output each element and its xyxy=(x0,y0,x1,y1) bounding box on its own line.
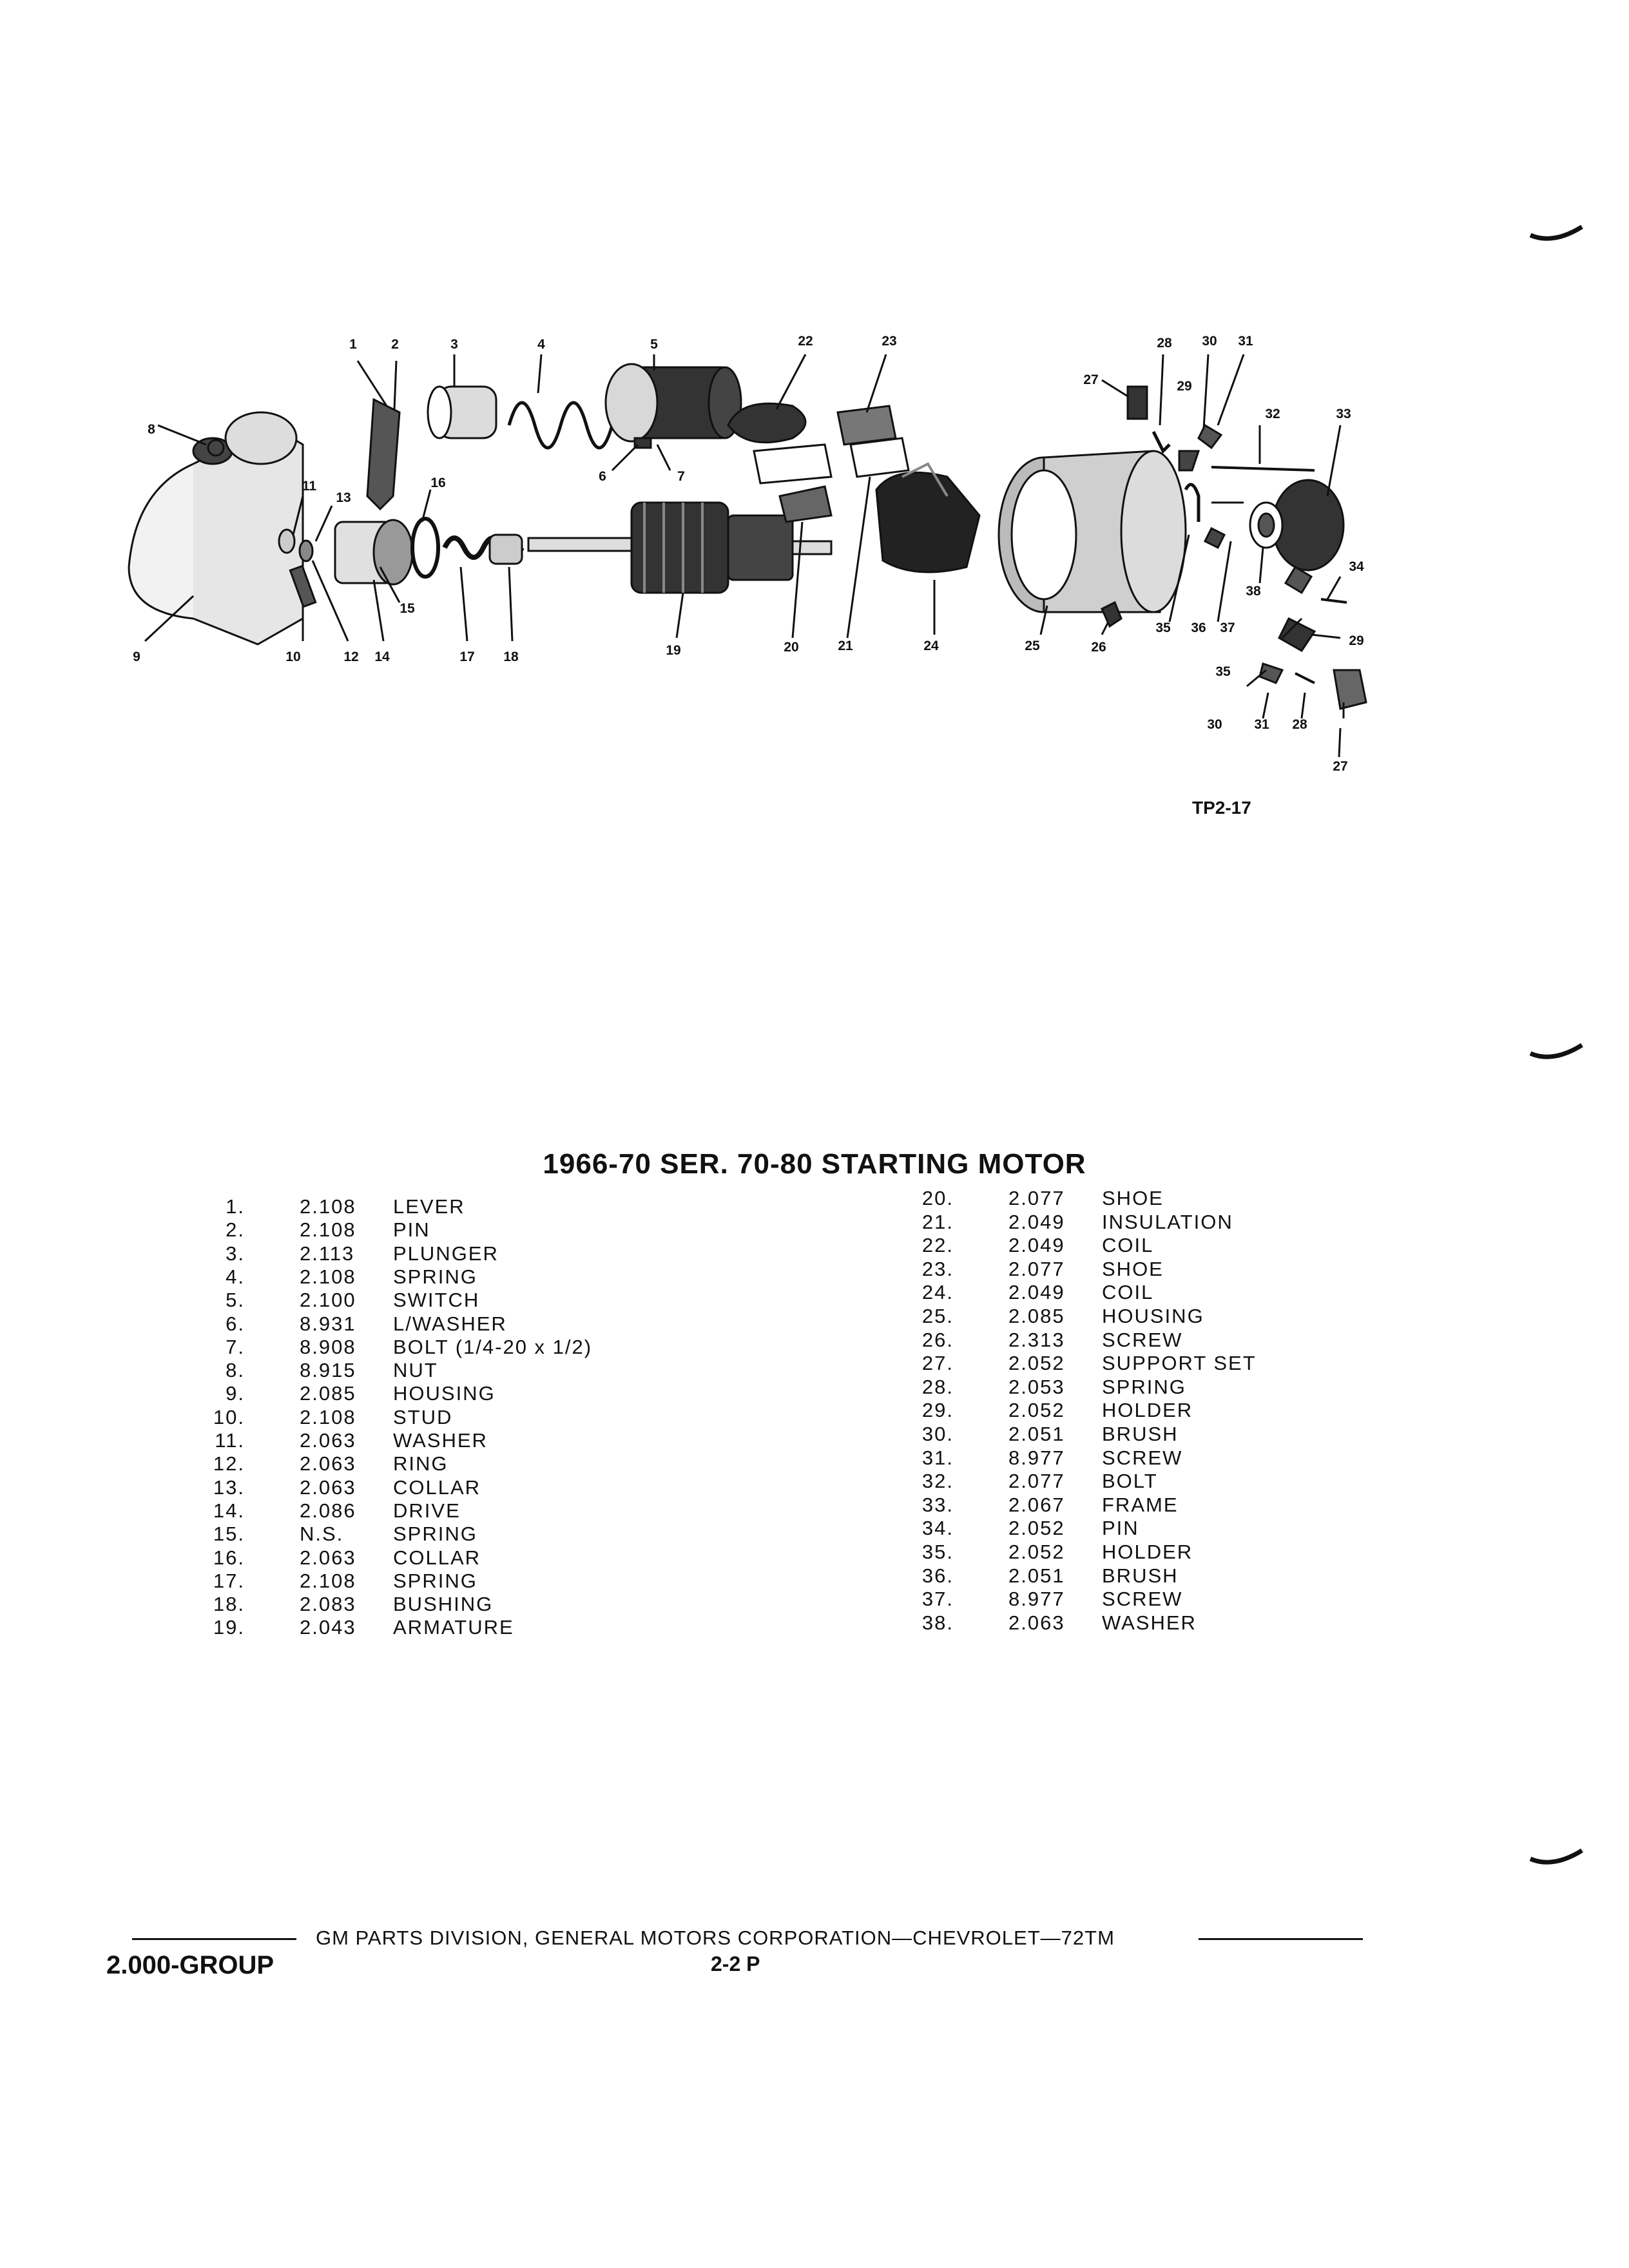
part-description: COIL xyxy=(1102,1281,1154,1304)
part-code: 2.052 xyxy=(1008,1517,1065,1540)
callout-label: 13 xyxy=(336,490,351,505)
part-description: L/WASHER xyxy=(393,1312,507,1335)
part-code: 8.908 xyxy=(300,1335,356,1358)
footer-rule-left xyxy=(132,1938,296,1940)
callout-label: 29 xyxy=(1177,379,1192,394)
part-description: HOUSING xyxy=(1102,1305,1204,1327)
part-description: SHOE xyxy=(1102,1257,1164,1280)
callout-label: 10 xyxy=(285,649,301,664)
part-number: 10. xyxy=(213,1405,245,1428)
part-code: 2.049 xyxy=(1008,1210,1065,1233)
callout-label: 36 xyxy=(1191,620,1206,635)
binder-mark xyxy=(1527,1843,1585,1869)
part-code: 2.085 xyxy=(1008,1305,1065,1327)
callout-label: 21 xyxy=(838,639,853,653)
part-number: 24. xyxy=(921,1281,954,1304)
part-description: COLLAR xyxy=(393,1475,481,1499)
part-number: 29. xyxy=(921,1399,954,1422)
part-number: 15. xyxy=(213,1523,245,1546)
part-description: BRUSH xyxy=(1102,1564,1179,1587)
part-code: 2.108 xyxy=(300,1405,356,1428)
callout-label: 27 xyxy=(1333,759,1348,774)
callout-label: 25 xyxy=(1025,639,1040,653)
part-code: 2.052 xyxy=(1008,1541,1065,1563)
footer-publisher: GM PARTS DIVISION, GENERAL MOTORS CORPORATION—CHEVROLET—72TM xyxy=(316,1927,1115,1949)
part-description: SPRING xyxy=(393,1523,477,1546)
part-number: 37. xyxy=(921,1588,954,1611)
part-code: 2.052 xyxy=(1008,1352,1065,1375)
part-code: 8.977 xyxy=(1008,1588,1065,1611)
part-description: DRIVE xyxy=(393,1499,461,1522)
part-number: 21. xyxy=(921,1210,954,1233)
part-description: SPRING xyxy=(1102,1375,1186,1398)
figure-id: TP2-17 xyxy=(1192,798,1251,818)
callout-label: 28 xyxy=(1157,336,1172,351)
part-description: SUPPORT SET xyxy=(1102,1352,1257,1375)
part-code: 2.086 xyxy=(300,1499,356,1522)
part-code: 2.063 xyxy=(1008,1611,1065,1634)
callout-label: 30 xyxy=(1202,334,1217,349)
part-description: BRUSH xyxy=(1102,1423,1179,1445)
part-description: PIN xyxy=(1102,1517,1139,1540)
part-number: 1. xyxy=(226,1195,245,1218)
part-number: 32. xyxy=(921,1470,954,1493)
part-number: 12. xyxy=(213,1452,245,1475)
part-description: FRAME xyxy=(1102,1493,1179,1516)
callout-label: 6 xyxy=(599,469,606,484)
part-number: 18. xyxy=(213,1593,245,1616)
part-description: SPRING xyxy=(393,1265,477,1288)
part-code: 2.051 xyxy=(1008,1564,1065,1587)
part-description: BOLT (1/4-20 x 1/2) xyxy=(393,1335,593,1358)
part-number: 38. xyxy=(921,1611,954,1634)
callout-label: 34 xyxy=(1349,559,1364,574)
callout-label: 26 xyxy=(1091,640,1106,655)
part-code: 8.915 xyxy=(300,1359,356,1382)
part-description: SWITCH xyxy=(393,1289,480,1312)
page-title: 1966-70 SER. 70-80 STARTING MOTOR xyxy=(543,1148,1086,1180)
part-description: BOLT xyxy=(1102,1470,1158,1493)
callout-label: 31 xyxy=(1238,334,1253,349)
part-description: COLLAR xyxy=(393,1546,481,1569)
part-number: 2. xyxy=(226,1218,245,1242)
part-description: SCREW xyxy=(1102,1446,1183,1469)
part-description: STUD xyxy=(393,1405,453,1428)
part-number: 3. xyxy=(226,1242,245,1265)
callout-label: 3 xyxy=(450,337,458,352)
callout-label: 18 xyxy=(503,649,519,664)
part-description: INSULATION xyxy=(1102,1210,1233,1233)
part-code: 2.085 xyxy=(300,1382,356,1405)
part-description: PIN xyxy=(393,1218,430,1242)
part-description: LEVER xyxy=(393,1195,465,1218)
callout-label: 9 xyxy=(133,649,140,664)
callout-label: 29 xyxy=(1349,633,1364,648)
callout-label: 4 xyxy=(537,337,545,352)
part-code: N.S. xyxy=(300,1523,344,1546)
part-description: HOUSING xyxy=(393,1382,496,1405)
group-label: 2.000-GROUP xyxy=(106,1951,275,1979)
callout-label: 5 xyxy=(650,337,658,352)
callout-label: 27 xyxy=(1083,372,1099,387)
callout-label: 22 xyxy=(798,334,813,349)
part-code: 2.108 xyxy=(300,1195,356,1218)
part-description: SCREW xyxy=(1102,1588,1183,1611)
part-code: 2.313 xyxy=(1008,1328,1065,1351)
part-number: 16. xyxy=(213,1546,245,1569)
callout-label: 33 xyxy=(1336,407,1351,421)
part-description: BUSHING xyxy=(393,1593,494,1616)
callout-label: 8 xyxy=(148,422,155,437)
binder-mark xyxy=(1527,219,1585,245)
part-code: 2.049 xyxy=(1008,1234,1065,1257)
part-number: 11. xyxy=(215,1429,245,1452)
part-number: 14. xyxy=(213,1499,245,1522)
part-code: 2.043 xyxy=(300,1616,356,1639)
footer-rule-right xyxy=(1199,1938,1363,1940)
part-code: 2.100 xyxy=(300,1289,356,1312)
exploded-parts-diagram xyxy=(0,0,1629,838)
callout-label: 11 xyxy=(302,479,317,494)
part-number: 34. xyxy=(921,1517,954,1540)
part-number: 30. xyxy=(921,1423,954,1445)
part-code: 2.063 xyxy=(300,1475,356,1499)
part-description: PLUNGER xyxy=(393,1242,499,1265)
part-description: HOLDER xyxy=(1102,1399,1193,1422)
callout-label: 37 xyxy=(1220,620,1235,635)
part-code: 2.063 xyxy=(300,1546,356,1569)
part-description: SPRING xyxy=(393,1569,477,1592)
part-description: WASHER xyxy=(1102,1611,1197,1634)
part-number: 20. xyxy=(921,1187,954,1209)
part-number: 25. xyxy=(921,1305,954,1327)
part-description: HOLDER xyxy=(1102,1541,1193,1563)
callout-label: 2 xyxy=(391,337,399,352)
callout-label: 1 xyxy=(349,337,357,352)
callout-label: 12 xyxy=(343,649,359,664)
callout-label: 19 xyxy=(666,643,681,658)
callout-label: 35 xyxy=(1215,664,1231,679)
part-code: 2.063 xyxy=(300,1429,356,1452)
part-code: 2.049 xyxy=(1008,1281,1065,1304)
part-number: 33. xyxy=(921,1493,954,1516)
part-number: 17. xyxy=(213,1569,245,1592)
part-number: 22. xyxy=(921,1234,954,1257)
part-code: 2.077 xyxy=(1008,1470,1065,1493)
part-number: 27. xyxy=(921,1352,954,1375)
part-description: WASHER xyxy=(393,1429,488,1452)
callout-label: 32 xyxy=(1265,407,1280,421)
callout-label: 20 xyxy=(784,640,799,655)
part-number: 28. xyxy=(921,1375,954,1398)
binder-mark xyxy=(1527,1037,1585,1063)
part-code: 2.053 xyxy=(1008,1375,1065,1398)
part-code: 2.113 xyxy=(300,1242,355,1265)
part-code: 8.977 xyxy=(1008,1446,1065,1469)
part-number: 36. xyxy=(921,1564,954,1587)
part-code: 2.077 xyxy=(1008,1187,1065,1209)
part-description: NUT xyxy=(393,1359,438,1382)
part-number: 7. xyxy=(226,1335,245,1358)
callout-label: 16 xyxy=(430,476,446,490)
callout-label: 17 xyxy=(459,649,475,664)
callout-label: 31 xyxy=(1254,717,1269,732)
part-code: 2.063 xyxy=(300,1452,356,1475)
part-number: 9. xyxy=(226,1382,245,1405)
part-code: 8.931 xyxy=(300,1312,356,1335)
part-description: SCREW xyxy=(1102,1328,1183,1351)
part-number: 4. xyxy=(226,1265,245,1288)
part-description: SHOE xyxy=(1102,1187,1164,1209)
part-code: 2.108 xyxy=(300,1218,356,1242)
callout-label: 7 xyxy=(677,469,685,484)
part-number: 5. xyxy=(226,1289,245,1312)
part-number: 31. xyxy=(921,1446,954,1469)
callout-label: 38 xyxy=(1246,584,1261,599)
callout-label: 28 xyxy=(1292,717,1307,732)
part-code: 2.108 xyxy=(300,1265,356,1288)
part-number: 26. xyxy=(921,1328,954,1351)
part-code: 2.067 xyxy=(1008,1493,1065,1516)
page-number: 2-2 P xyxy=(711,1952,760,1975)
part-number: 35. xyxy=(921,1541,954,1563)
callout-label: 23 xyxy=(882,334,897,349)
callout-label: 14 xyxy=(374,649,390,664)
part-number: 23. xyxy=(921,1257,954,1280)
part-description: RING xyxy=(393,1452,448,1475)
part-code: 2.108 xyxy=(300,1569,356,1592)
part-description: ARMATURE xyxy=(393,1616,514,1639)
callout-label: 15 xyxy=(400,601,415,616)
part-description: COIL xyxy=(1102,1234,1154,1257)
part-code: 2.052 xyxy=(1008,1399,1065,1422)
part-number: 6. xyxy=(226,1312,245,1335)
callout-label: 24 xyxy=(923,639,939,653)
callout-label: 30 xyxy=(1207,717,1222,732)
callout-label: 35 xyxy=(1155,620,1171,635)
part-code: 2.051 xyxy=(1008,1423,1065,1445)
part-number: 13. xyxy=(213,1475,245,1499)
part-code: 2.083 xyxy=(300,1593,356,1616)
part-number: 8. xyxy=(226,1359,245,1382)
part-number: 19. xyxy=(213,1616,245,1639)
part-code: 2.077 xyxy=(1008,1257,1065,1280)
